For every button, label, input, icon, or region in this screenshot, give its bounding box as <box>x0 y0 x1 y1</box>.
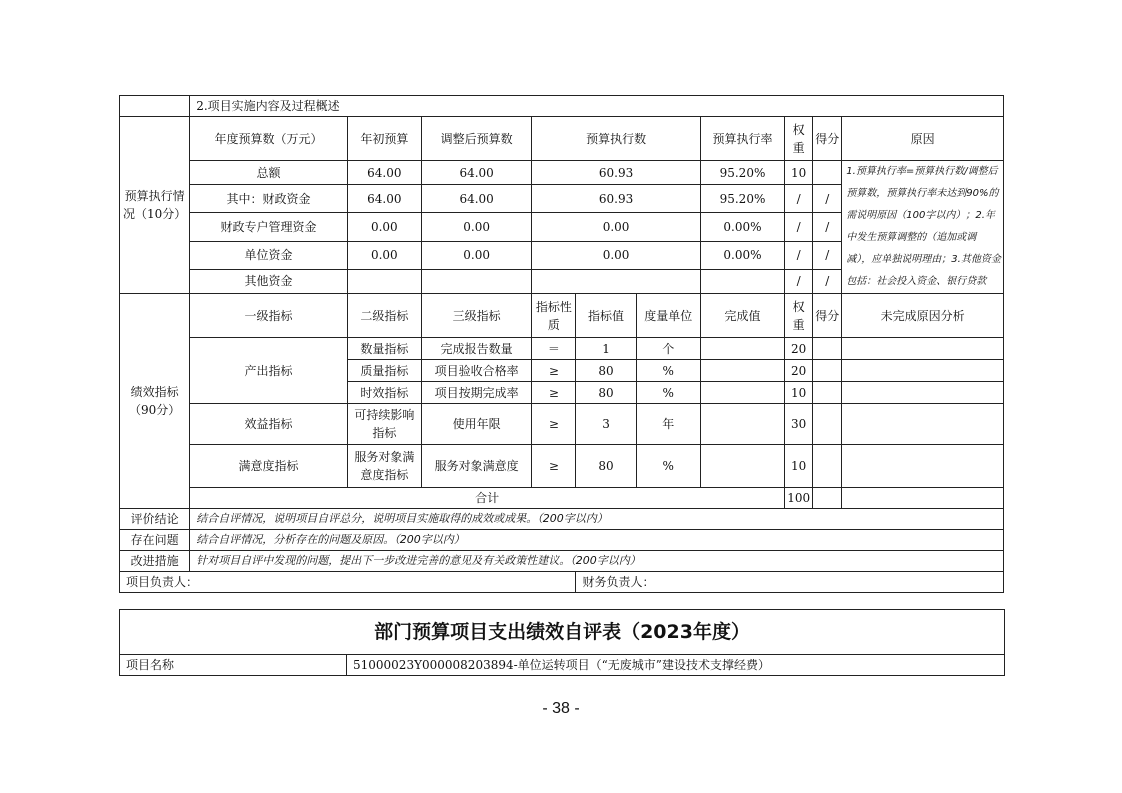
budget-header: 调整后预算数 <box>421 117 531 161</box>
budget-section-label: 预算执行情况（10分） <box>120 117 190 294</box>
perf-l1-output: 产出指标 <box>190 338 348 404</box>
budget-header: 年初预算 <box>347 117 421 161</box>
budget-initial: 0.00 <box>347 241 421 269</box>
perf-l3: 项目验收合格率 <box>421 360 531 382</box>
perf-value: 80 <box>576 360 636 382</box>
budget-rate: 95.20% <box>700 185 784 213</box>
perf-unit: % <box>636 445 700 488</box>
conclusion-label: 评价结论 <box>120 509 190 530</box>
perf-l2: 时效指标 <box>347 382 421 404</box>
budget-score: / <box>813 185 842 213</box>
perf-nature: ≥ <box>532 382 576 404</box>
improvement-label: 改进措施 <box>120 551 190 572</box>
budget-weight: / <box>785 241 813 269</box>
perf-done <box>700 445 784 488</box>
budget-executed: 60.93 <box>532 185 701 213</box>
perf-reason <box>842 404 1004 445</box>
budget-executed: 0.00 <box>532 213 701 242</box>
perf-score <box>813 338 842 360</box>
budget-executed: 60.93 <box>532 161 701 185</box>
budget-adjusted <box>421 269 531 294</box>
budget-weight: / <box>785 213 813 242</box>
budget-initial: 64.00 <box>347 161 421 185</box>
budget-adjusted: 64.00 <box>421 161 531 185</box>
perf-header: 二级指标 <box>347 294 421 338</box>
budget-header: 预算执行率 <box>700 117 784 161</box>
budget-row-name: 单位资金 <box>190 241 348 269</box>
perf-nature: ＝ <box>532 338 576 360</box>
perf-value: 80 <box>576 445 636 488</box>
budget-header: 得分 <box>813 117 842 161</box>
budget-rate: 0.00% <box>700 241 784 269</box>
perf-unit: 年 <box>636 404 700 445</box>
budget-weight: 10 <box>785 161 813 185</box>
perf-weight: 10 <box>785 445 813 488</box>
page-number: - 38 - <box>542 700 580 717</box>
total-weight: 100 <box>785 488 813 509</box>
perf-section-label: 绩效指标（90分） <box>120 294 190 509</box>
perf-weight: 10 <box>785 382 813 404</box>
budget-row-name: 其他资金 <box>190 269 348 294</box>
perf-l3: 项目按期完成率 <box>421 382 531 404</box>
finance-lead: 财务负责人： <box>576 572 1004 593</box>
budget-score: / <box>813 269 842 294</box>
budget-rate: 95.20% <box>700 161 784 185</box>
project-name-label: 项目名称 <box>120 655 347 676</box>
implementation-summary-label: 2.项目实施内容及过程概述 <box>190 96 1004 117</box>
budget-row-name: 其中：财政资金 <box>190 185 348 213</box>
total-label: 合计 <box>190 488 785 509</box>
perf-done <box>700 338 784 360</box>
perf-l3: 完成报告数量 <box>421 338 531 360</box>
perf-unit: 个 <box>636 338 700 360</box>
perf-done <box>700 382 784 404</box>
budget-executed <box>532 269 701 294</box>
perf-unit: % <box>636 360 700 382</box>
budget-adjusted: 0.00 <box>421 213 531 242</box>
budget-header: 年度预算数（万元） <box>190 117 348 161</box>
project-name-value: 51000023Y000008203894-单位运转项目（“无废城市”建设技术支撑经费） <box>347 655 1005 676</box>
budget-reason-note: 1.预算执行率=预算执行数/调整后预算数，预算执行率未达到90%的需说明原因（100字以内）；2.年中发生预算调整的（追加或调减），应单独说明理由；3.其他资金包括：社会投入资金、银行贷款 <box>842 161 1004 294</box>
perf-nature: ≥ <box>532 360 576 382</box>
perf-l3: 服务对象满意度 <box>421 445 531 488</box>
perf-l3: 使用年限 <box>421 404 531 445</box>
problems-text: 结合自评情况，分析存在的问题及原因。（200字以内） <box>190 530 1004 551</box>
perf-l1-satisfaction: 满意度指标 <box>190 445 348 488</box>
perf-header: 度量单位 <box>636 294 700 338</box>
perf-l2: 数量指标 <box>347 338 421 360</box>
perf-header: 指标性质 <box>532 294 576 338</box>
budget-score <box>813 161 842 185</box>
budget-score: / <box>813 241 842 269</box>
budget-header: 权重 <box>785 117 813 161</box>
perf-l1-benefit: 效益指标 <box>190 404 348 445</box>
improvement-text: 针对项目自评中发现的问题，提出下一步改进完善的意见及有关政策性建议。（200字以内） <box>190 551 1004 572</box>
budget-header: 原因 <box>842 117 1004 161</box>
budget-adjusted: 0.00 <box>421 241 531 269</box>
perf-score <box>813 360 842 382</box>
blank-cell <box>120 96 190 117</box>
perf-value: 1 <box>576 338 636 360</box>
budget-initial: 64.00 <box>347 185 421 213</box>
perf-header: 三级指标 <box>421 294 531 338</box>
perf-header: 权重 <box>785 294 813 338</box>
perf-nature: ≥ <box>532 404 576 445</box>
budget-header: 预算执行数 <box>532 117 701 161</box>
budget-rate <box>700 269 784 294</box>
perf-l2: 可持续影响指标 <box>347 404 421 445</box>
budget-row-name: 财政专户管理资金 <box>190 213 348 242</box>
perf-l2: 质量指标 <box>347 360 421 382</box>
budget-row-name: 总额 <box>190 161 348 185</box>
perf-reason <box>842 382 1004 404</box>
budget-initial <box>347 269 421 294</box>
perf-score <box>813 445 842 488</box>
perf-score <box>813 404 842 445</box>
budget-score: / <box>813 213 842 242</box>
self-evaluation-table <box>119 95 1004 593</box>
budget-executed: 0.00 <box>532 241 701 269</box>
perf-weight: 20 <box>785 338 813 360</box>
perf-value: 3 <box>576 404 636 445</box>
project-lead: 项目负责人： <box>120 572 576 593</box>
budget-weight: / <box>785 185 813 213</box>
perf-l2: 服务对象满意度指标 <box>347 445 421 488</box>
perf-unit: % <box>636 382 700 404</box>
perf-done <box>700 404 784 445</box>
total-reason <box>842 488 1004 509</box>
budget-rate: 0.00% <box>700 213 784 242</box>
form-title: 部门预算项目支出绩效自评表（2023年度） <box>120 610 1005 655</box>
perf-weight: 30 <box>785 404 813 445</box>
budget-adjusted: 64.00 <box>421 185 531 213</box>
budget-initial: 0.00 <box>347 213 421 242</box>
perf-done <box>700 360 784 382</box>
perf-nature: ≥ <box>532 445 576 488</box>
next-form-table <box>119 609 1005 676</box>
perf-header: 一级指标 <box>190 294 348 338</box>
perf-value: 80 <box>576 382 636 404</box>
problems-label: 存在问题 <box>120 530 190 551</box>
perf-reason <box>842 360 1004 382</box>
total-score <box>813 488 842 509</box>
perf-header: 未完成原因分析 <box>842 294 1004 338</box>
conclusion-text: 结合自评情况，说明项目自评总分，说明项目实施取得的成效或成果。（200字以内） <box>190 509 1004 530</box>
perf-weight: 20 <box>785 360 813 382</box>
perf-score <box>813 382 842 404</box>
perf-header: 指标值 <box>576 294 636 338</box>
perf-header: 得分 <box>813 294 842 338</box>
perf-reason <box>842 445 1004 488</box>
perf-reason <box>842 338 1004 360</box>
perf-header: 完成值 <box>700 294 784 338</box>
budget-weight: / <box>785 269 813 294</box>
